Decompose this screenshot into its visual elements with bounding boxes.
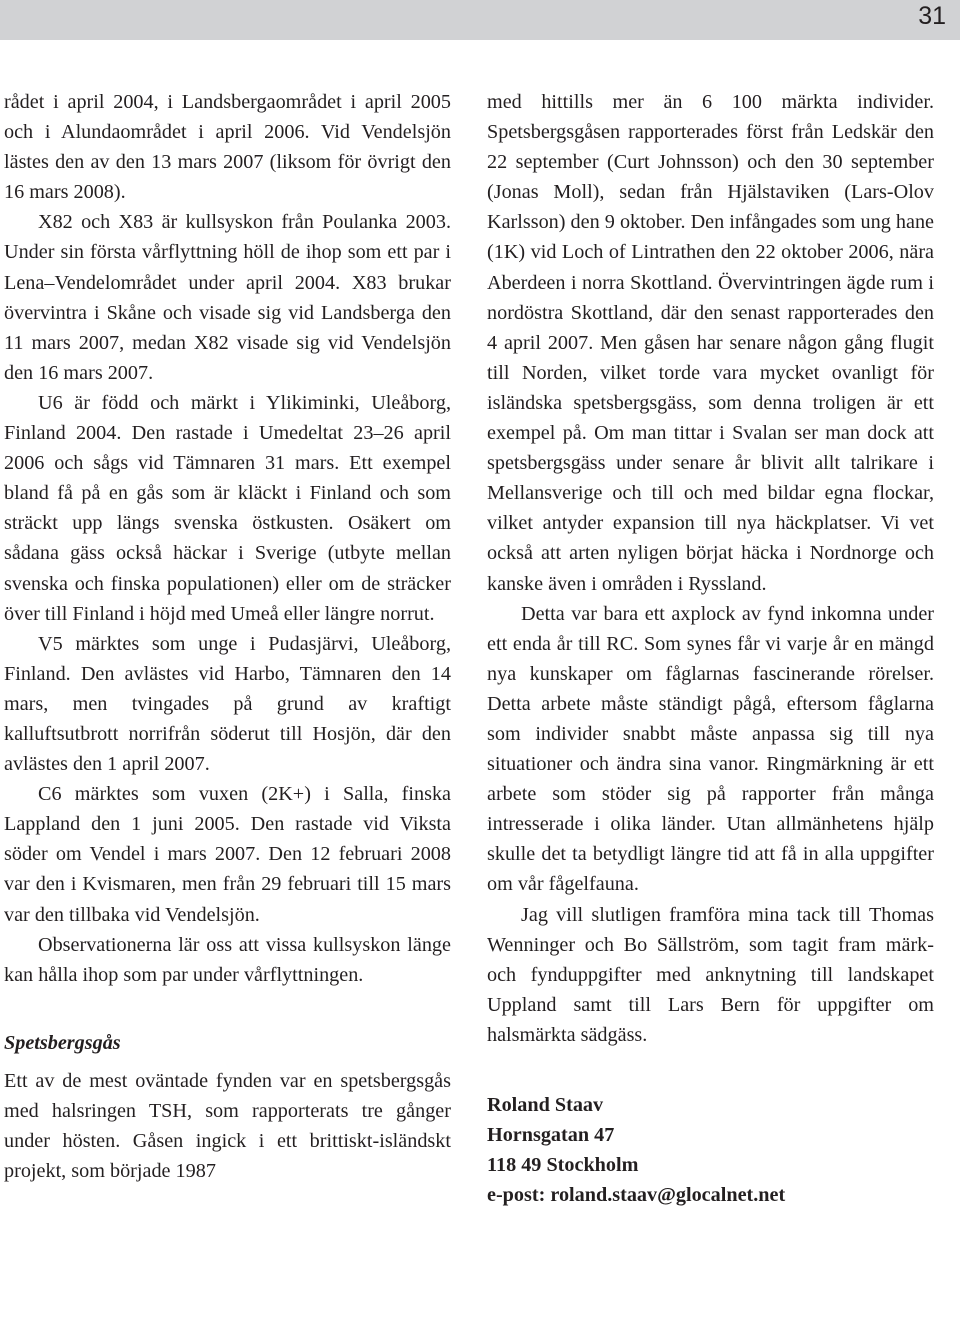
paragraph: C6 märktes som vuxen (2K+) i Salla, finska Lappland den 1 juni 2005. Den rastade vid Viksta söder om Vendel i mars 2007. Den 12 februari 2008 var den i Kvismaren, men från 29 februari till 15 mars var den tillbaka vid Vendelsjön.	[4, 783, 451, 926]
paragraph: Ett av de mest oväntade fynden var en spetsbergsgås med halsringen TSH, som rapporterats tre gånger under hösten. Gåsen ingick i ett brittiskt-isländskt projekt, som började 1987	[4, 1069, 451, 1183]
section-heading: Spetsbergsgås	[4, 1031, 121, 1054]
paragraph: rådet i april 2004, i Landsbergaområdet i april 2005 och i Alundaområdet i april 2006. Vid Vendelsjön lästes den av den 13 mars 2007 (liksom för övrigt den 16 mars 2008).	[4, 91, 451, 204]
right-column	[487, 87, 934, 1210]
paragraph: Detta var bara ett axplock av fynd inkomna under ett enda år till RC. Som synes får vi varje år en mängd nya kunskaper om fåglarnas fascinerande rörelser. Detta arbete måste ständigt pågå, eftersom fåglarna som individer snabbt måste anpassa sig till nya situationer och ändra sina vanor. Ringmärkning är ett arbete som stöder sig på rapporter från många intresserade i olika länder. Utan allmänhetens hjälp skulle det ta betydligt längre tid att få in alla uppgifter om vår fågelfauna.	[487, 602, 934, 896]
paragraph: X82 och X83 är kullsyskon från Poulanka 2003. Under sin första vårflyttning höll de ihop som ett par i Lena–Vendelområdet under april 2004. X83 brukar övervintra i Skåne och visade sig vid Landsberga den 11 mars 2007, medan X82 visade sig vid Vendelsjön den 16 mars 2007.	[4, 211, 451, 384]
paragraph: U6 är född och märkt i Ylikiminki, Uleåborg, Finland 2004. Den rastade i Umedeltat 23–26 april 2006 och sågs vid Tämnaren 31 mars. Ett exempel bland få på en gås som är kläckt i Finland och som sträckt upp längs svenska östkusten. Osäkert om sådana gäss också häckar i Sverige (utbyte mellan svenska och finska populationen) eller om de sträcker över till Finland i höjd med Umeå eller längre norrut.	[4, 391, 451, 625]
author-name: Roland Staav	[487, 1094, 604, 1116]
page-number: 31	[918, 2, 946, 30]
page-header-bar	[0, 0, 960, 40]
paragraph: med hittills mer än 6 100 märkta individer. Spetsbergsgåsen rapporterades först från Ledskär den 22 september (Curt Johnsson) och den 30 september (Jonas Moll), sedan från Hjälstaviken (Lars-Olov Karlsson) den 9 oktober. Den infångades som ung hane (1K) vid Loch of Lintrathen den 22 oktober 2006, nära Aberdeen i norra Skottland. Övervintringen ägde rum i nordöstra Skottland, där den senast rapporterades den 4 april 2007. Men gåsen har senare någon gång flugit till Norden, vilket torde vara mycket ovanligt för isländska spetsbergsgäss, som denna troligen är ett exempel på. Om man tittar i Svalan ser man dock att spetsbergsgäss under senare år blivit allt talrikare i Mellansverige och till och med bildar egna flockar, vilket antyder expansion till nya häckplatser. Vi vet också att arten nyligen börjat häcka i Nordnorge och kanske även i områden i Ryssland.	[487, 91, 934, 595]
author-city: 118 49 Stockholm	[487, 1154, 639, 1176]
left-column	[4, 87, 451, 1186]
author-street: Hornsgatan 47	[487, 1124, 615, 1146]
author-address	[487, 1090, 934, 1210]
paragraph: Observationerna lär oss att vissa kullsyskon länge kan hålla ihop som par under vårflyttningen.	[4, 933, 451, 986]
author-email: e-post: roland.staav@glocalnet.net	[487, 1184, 786, 1206]
paragraph: Jag vill slutligen framföra mina tack till Thomas Wenninger och Bo Sällström, som tagit fram märk- och fynduppgifter med anknytning till landskapet Uppland samt till Lars Bern för uppgifter om halsmärkta sädgäss.	[487, 903, 934, 1046]
paragraph: V5 märktes som unge i Pudasjärvi, Uleåborg, Finland. Den avlästes vid Harbo, Tämnaren den 14 mars, men tvingades på grund av kraftigt kalluftsutbrott norrifrån söderut till Hosjön, där den avlästes den 1 april 2007.	[4, 632, 451, 776]
